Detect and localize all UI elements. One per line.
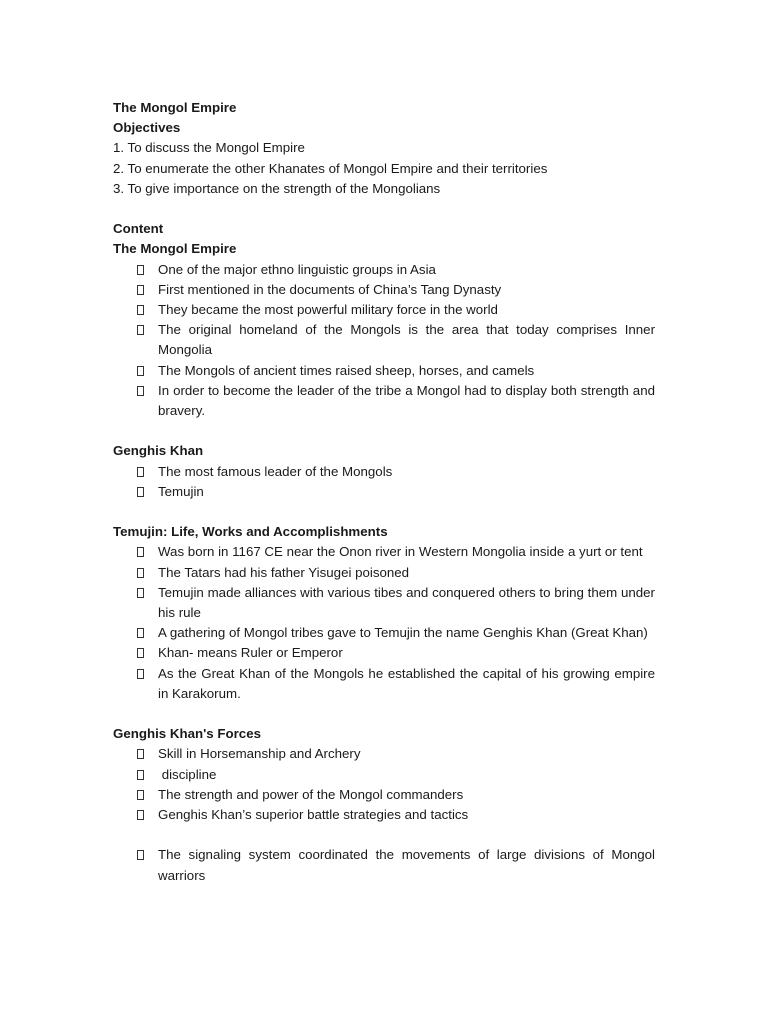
bullet-glyph-icon (137, 366, 144, 376)
document-page (113, 98, 655, 886)
bullet-glyph-icon (137, 265, 144, 275)
bullet-item: Temujin (113, 482, 655, 502)
bullet-glyph-icon (137, 386, 144, 396)
spacer (113, 199, 655, 219)
bullet-glyph-icon (137, 850, 144, 860)
bullet-item: The strength and power of the Mongol commanders (113, 785, 655, 805)
objective-item: 1. To discuss the Mongol Empire (113, 140, 305, 156)
bullet-glyph-icon (137, 749, 144, 759)
bullet-glyph-icon (137, 325, 144, 335)
section-heading: The Mongol Empire (113, 241, 237, 257)
bullet-item: The signaling system coordinated the movements of large divisions of Mongol warriors (113, 845, 655, 885)
bullet-item: The most famous leader of the Mongols (113, 462, 655, 482)
bullet-glyph-icon (137, 628, 144, 638)
bullet-list (113, 462, 655, 502)
objectives-heading: Objectives (113, 120, 181, 136)
section-heading: Temujin: Life, Works and Accomplishments (113, 524, 388, 540)
bullet-glyph-icon (137, 467, 144, 477)
bullet-item: The Mongols of ancient times raised sheep, horses, and camels (113, 361, 655, 381)
spacer (113, 704, 655, 724)
objective-item: 2. To enumerate the other Khanates of Mongol Empire and their territories (113, 160, 548, 176)
bullet-item: The original homeland of the Mongols is the area that today comprises Inner Mongolia (113, 320, 655, 360)
document-title: The Mongol Empire (113, 100, 237, 115)
bullet-list (113, 260, 655, 422)
bullet-item: One of the major ethno linguistic groups in Asia (113, 260, 655, 280)
bullet-glyph-icon (137, 790, 144, 800)
bullet-list (113, 845, 655, 885)
bullet-item: Was born in 1167 CE near the Onon river in Western Mongolia inside a yurt or tent (113, 542, 655, 562)
bullet-glyph-icon (137, 810, 144, 820)
spacer (113, 825, 655, 845)
bullet-item: First mentioned in the documents of China’s Tang Dynasty (113, 280, 655, 300)
bullet-item: They became the most powerful military force in the world (113, 300, 655, 320)
bullet-glyph-icon (137, 547, 144, 557)
spacer (113, 502, 655, 522)
bullet-item: Temujin made alliances with various tibes and conquered others to bring them under his rule (113, 583, 655, 623)
bullet-glyph-icon (137, 305, 144, 315)
bullet-glyph-icon (137, 669, 144, 679)
bullet-item: Khan- means Ruler or Emperor (113, 643, 655, 663)
bullet-item: In order to become the leader of the tribe a Mongol had to display both strength and bravery. (113, 381, 655, 421)
section-heading: Genghis Khan (113, 443, 204, 459)
section-heading: Genghis Khan's Forces (113, 726, 261, 742)
bullet-item: The Tatars had his father Yisugei poisoned (113, 563, 655, 583)
bullet-glyph-icon (137, 487, 144, 497)
bullet-item: Skill in Horsemanship and Archery (113, 744, 655, 764)
bullet-list (113, 744, 655, 825)
bullet-item: discipline (113, 765, 655, 785)
bullet-item: A gathering of Mongol tribes gave to Temujin the name Genghis Khan (Great Khan) (113, 623, 655, 643)
bullet-glyph-icon (137, 588, 144, 598)
bullet-item: As the Great Khan of the Mongols he established the capital of his growing empire in Karakorum. (113, 664, 655, 704)
spacer (113, 421, 655, 441)
bullet-glyph-icon (137, 568, 144, 578)
bullet-glyph-icon (137, 770, 144, 780)
content-heading: Content (113, 221, 164, 237)
bullet-list (113, 542, 655, 704)
bullet-glyph-icon (137, 648, 144, 658)
bullet-item: Genghis Khan’s superior battle strategies and tactics (113, 805, 655, 825)
objective-item: 3. To give importance on the strength of the Mongolians (113, 180, 441, 196)
bullet-glyph-icon (137, 285, 144, 295)
